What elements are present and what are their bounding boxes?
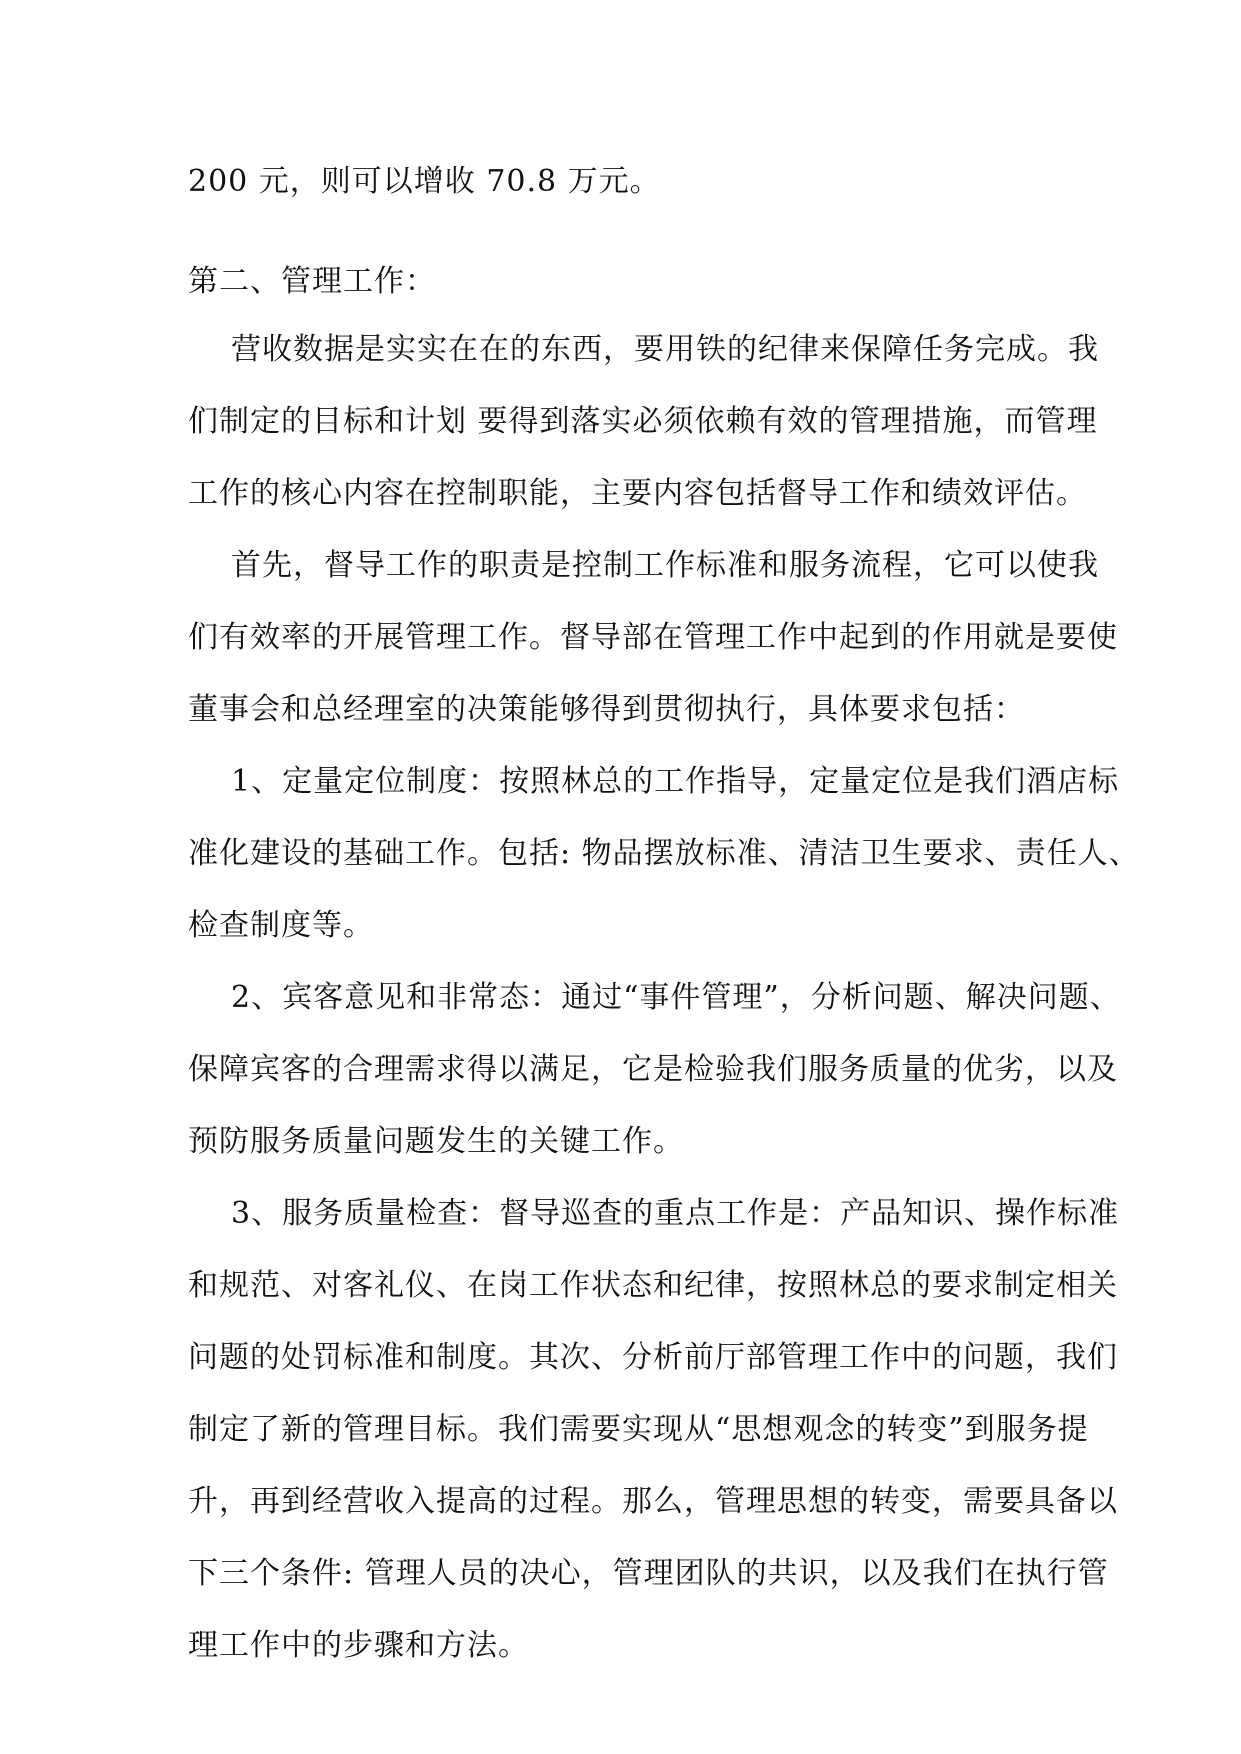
continuation-paragraph (188, 146, 1068, 218)
text-line: 理工作中的步骤和方法。 (188, 1628, 529, 1663)
text-line: 制定了新的管理目标。我们需要实现从“思想观念的转变”到服务提 (188, 1412, 1089, 1447)
section-heading (188, 246, 1068, 318)
text-line: 下三个条件: 管理人员的决心，管理团队的共识，以及我们在执行管 (188, 1556, 1109, 1591)
text-line: 和规范、对客礼仪、在岗工作状态和纪律，按照林总的要求制定相关 (188, 1268, 1118, 1303)
text-line: 董事会和总经理室的决策能够得到贯彻执行，具体要求包括： (188, 692, 1025, 727)
text-line: 200 元，则可以增收 70.8 万元。 (188, 164, 661, 199)
text-line: 工作的核心内容在控制职能，主要内容包括督导工作和绩效评估。 (188, 476, 1087, 511)
text-line: 们制定的目标和计划 要得到落实必须依赖有效的管理措施，而管理 (188, 404, 1098, 439)
text-line: 准化建设的基础工作。包括: 物品摆放标准、清洁卫生要求、责任人、 (188, 836, 1140, 871)
text-line: 1、定量定位制度：按照林总的工作指导，定量定位是我们酒店标 (231, 764, 1120, 799)
text-line: 营收数据是实实在在的东西，要用铁的纪律来保障任务完成。我 (231, 332, 1099, 367)
text-line: 首先，督导工作的职责是控制工作标准和服务流程，它可以使我 (231, 548, 1099, 583)
text-line: 保障宾客的合理需求得以满足，它是检验我们服务质量的优劣，以及 (188, 1052, 1118, 1087)
text-line: 3、服务质量检查：督导巡查的重点工作是：产品知识、操作标准 (231, 1196, 1120, 1231)
text-line: 们有效率的开展管理工作。督导部在管理工作中起到的作用就是要使 (188, 620, 1118, 655)
text-line: 2、宾客意见和非常态：通过“事件管理”，分析问题、解决问题、 (231, 980, 1121, 1015)
body-paragraphs (188, 314, 1140, 1682)
text-line: 预防服务质量问题发生的关键工作。 (188, 1124, 684, 1159)
text-line: 问题的处罚标准和制度。其次、分析前厅部管理工作中的问题，我们 (188, 1340, 1118, 1375)
text-line: 升，再到经营收入提高的过程。那么，管理思想的转变，需要具备以 (188, 1484, 1118, 1519)
text-line: 第二、管理工作： (188, 264, 436, 299)
text-line: 检查制度等。 (188, 908, 374, 943)
